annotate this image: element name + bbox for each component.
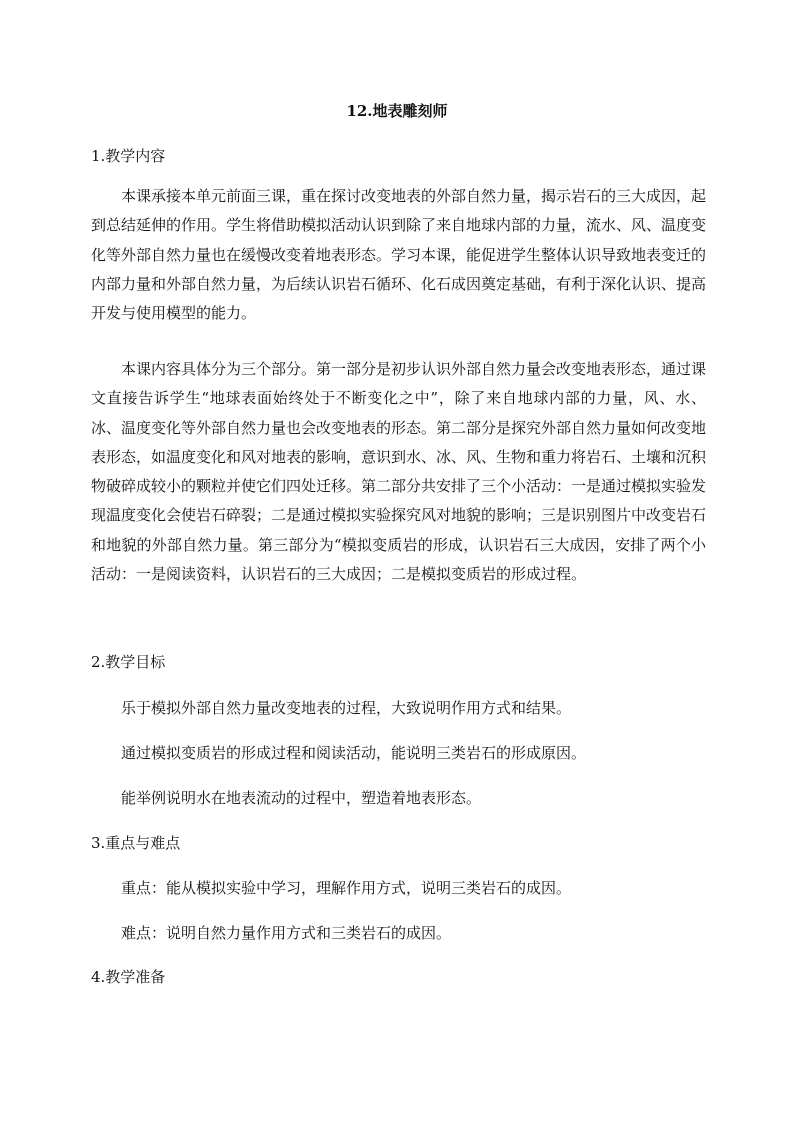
content-paragraph-2: 本课内容具体分为三个部分。第一部分是初步认识外部自然力量会改变地表形态，通过课文直接告诉学生“地球表面始终处于不断变化之中”，除了来自地球内部的力量，风、水、冰、温度变化等外部自然力量也会改变地表的形态。第二部分是探究外部自然力量如何改变地表形态，如温度变化和风对地表的影响，意识到水、冰、风、生物和重力将岩石、土壤和沉积物破碎成较小的颗粒并使它们四处迁移。第二部分共安排了三个小活动：一是通过模拟实验发现温度变化会使岩石碎裂；二是通过模拟实验探究风对地貌的影响；三是识别图片中改变岩石和地貌的外部自然力量。第三部分为“模拟变质岩的形成，认识岩石三大成因，安排了两个小活动：一是阅读资料，认识岩石的三大成因；二是模拟变质岩的形成过程。 — [91, 360, 707, 584]
content-paragraph-1: 本课承接本单元前面三课，重在探讨改变地表的外部自然力量，揭示岩石的三大成因，起到总结延伸的作用。学生将借助模拟活动认识到除了来自地球内部的力量，流水、风、温度变化等外部自然力量也在缓慢改变着地表形态。学习本课，能促进学生整体认识导致地表变迁的内部力量和外部自然力量，为后续认识岩石循环、化石成因奠定基础，有利于深化认识、提高开发与使用模型的能力。 — [91, 187, 707, 323]
difficulty-item: 难点：说明自然力量作用方式和三类岩石的成因。 — [121, 924, 452, 942]
section-heading-objectives: 2.教学目标 — [91, 653, 166, 671]
document-title: 12.地表雕刻师 — [346, 102, 448, 120]
objective-item: 能举例说明水在地表流动的过程中，塑造着地表形态。 — [121, 789, 482, 807]
section-heading-key-points: 3.重点与难点 — [91, 834, 181, 852]
objective-item: 乐于模拟外部自然力量改变地表的过程，大致说明作用方式和结果。 — [121, 699, 572, 717]
objective-item: 通过模拟变质岩的形成过程和阅读活动，能说明三类岩石的形成原因。 — [121, 744, 587, 762]
key-point-item: 重点：能从模拟实验中学习，理解作用方式，说明三类岩石的成因。 — [121, 879, 572, 897]
section-heading-preparation: 4.教学准备 — [91, 968, 166, 986]
section-heading-content: 1.教学内容 — [91, 147, 166, 165]
